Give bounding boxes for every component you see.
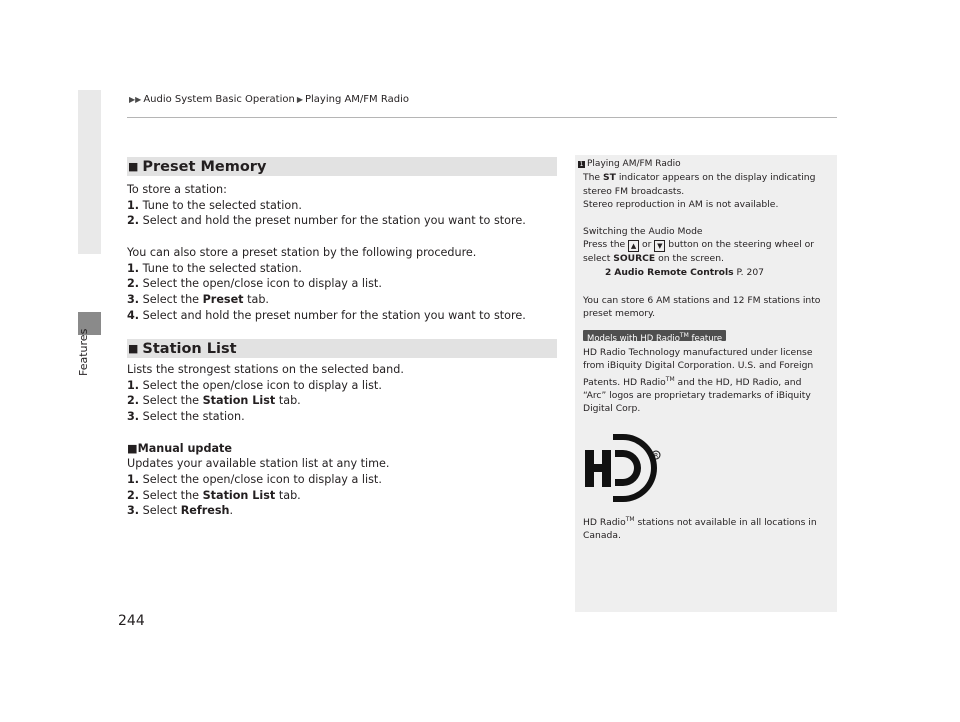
side-section-label: Features	[77, 328, 90, 376]
preset-intro: To store a station:	[127, 183, 227, 196]
note-line: Patents. HD Radio™ and the HD, HD Radio, and	[583, 375, 802, 388]
step: 3. Select the Preset tab.	[127, 292, 269, 306]
step: 2. Select and hold the preset number for the station you want to store.	[127, 214, 526, 228]
step: 3. Select Refresh.	[127, 504, 234, 518]
page-number: 244	[118, 613, 145, 629]
square-bullet-icon: ■	[127, 441, 138, 455]
step: 2. Select the open/close icon to display a list.	[127, 277, 382, 291]
header-divider	[127, 117, 837, 118]
note-line: You can store 6 AM stations and 12 FM stations into	[583, 294, 821, 306]
model-badge: Models with HD Radio™ feature	[583, 330, 726, 341]
note-line: stereo FM broadcasts.	[583, 185, 685, 197]
down-button-icon: ▼	[654, 240, 665, 252]
note-line: Canada.	[583, 530, 621, 542]
note-line: Stereo reproduction in AM is not available.	[583, 199, 779, 211]
station-list-heading: ■ Station List	[127, 339, 557, 358]
arrow-icon: ▶	[296, 95, 303, 104]
square-bullet-icon: ■	[128, 342, 139, 355]
breadcrumb-part1: Audio System Basic Operation	[143, 94, 295, 105]
manual-update-heading: ■Manual update	[127, 441, 232, 455]
reference-arrow-icon: 2	[605, 267, 612, 278]
svg-text:R: R	[654, 452, 659, 460]
note-title: 1 Playing AM/FM Radio	[579, 159, 681, 169]
step: 1. Tune to the selected station.	[127, 198, 302, 212]
square-bullet-icon: ■	[128, 160, 139, 173]
station-list-body	[127, 362, 567, 519]
cross-reference[interactable]: 2 Audio Remote Controls P. 207	[605, 266, 765, 278]
arrow-icon: ▶▶	[129, 95, 142, 104]
preset-memory-heading: ■ Preset Memory	[127, 157, 557, 176]
note-line: The ST indicator appears on the display indicating	[583, 172, 816, 184]
step: 2. Select the Station List tab.	[127, 394, 301, 408]
step: 1. Tune to the selected station.	[127, 261, 302, 275]
note-line: from iBiquity Digital Corporation. U.S. and Foreign	[583, 360, 814, 372]
breadcrumb-part2: Playing AM/FM Radio	[304, 94, 409, 105]
note-line: Digital Corp.	[583, 403, 641, 415]
step: 1. Select the open/close icon to display a list.	[127, 378, 382, 392]
hd-radio-logo	[583, 430, 665, 506]
note-line: Switching the Audio Mode	[583, 226, 703, 238]
side-note	[575, 155, 837, 612]
model-badge-row	[583, 328, 831, 345]
note-line: HD Radio Technology manufactured under license	[583, 346, 813, 358]
up-button-icon: ▲	[628, 240, 639, 252]
note-line: “Arc” logos are proprietary trademarks of iBiquity	[583, 390, 811, 402]
preset-memory-body	[127, 182, 567, 323]
step: 2. Select the Station List tab.	[127, 488, 301, 502]
breadcrumb	[127, 94, 409, 105]
note-line: HD Radio™ stations not available in all locations in	[583, 516, 817, 528]
side-tab	[78, 90, 101, 254]
manual-intro: Updates your available station list at any time.	[127, 457, 390, 471]
step: 3. Select the station.	[127, 410, 245, 424]
note-line: Press the ▲ or ▼ button on the steering wheel or	[583, 239, 814, 251]
step: 1. Select the open/close icon to display a list.	[127, 472, 382, 486]
preset-alt-intro: You can also store a preset station by the following procedure.	[127, 245, 477, 259]
note-marker-icon: 1	[579, 161, 584, 168]
station-intro: Lists the strongest stations on the selected band.	[127, 363, 404, 376]
note-line: preset memory.	[583, 308, 656, 320]
step: 4. Select and hold the preset number for the station you want to store.	[127, 308, 526, 322]
note-line: select SOURCE on the screen.	[583, 253, 724, 265]
